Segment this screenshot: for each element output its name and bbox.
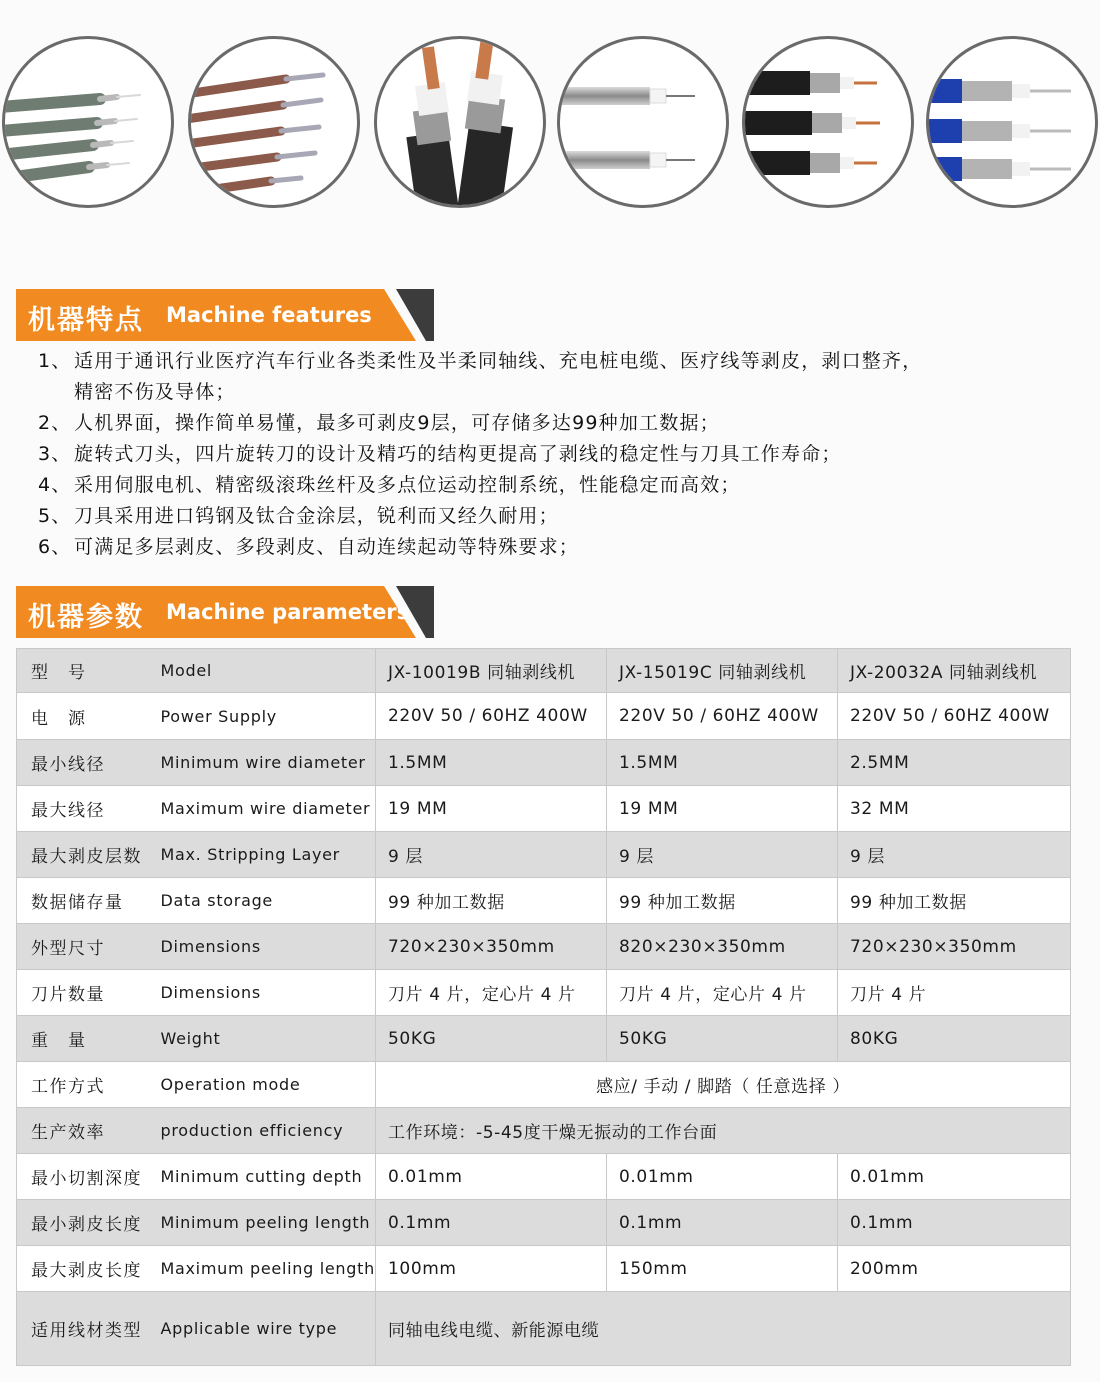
cell: 50KG	[376, 1016, 607, 1062]
feature-item: 6、 可满足多层剥皮、多段剥皮、自动连续起动等特殊要求；	[38, 536, 580, 558]
cell: 220V 50 / 60HZ 400W	[376, 693, 607, 740]
cell: 刀片 4 片，定心片 4 片	[607, 970, 838, 1016]
cell: 220V 50 / 60HZ 400W	[838, 693, 1071, 740]
cell: 0.01mm	[607, 1154, 838, 1200]
cell: 刀片 4 片	[838, 970, 1071, 1016]
table-row	[17, 693, 1071, 740]
cell: 1.5MM	[376, 740, 607, 786]
row-label-zh: 电 源	[17, 693, 157, 740]
row-label-zh: 外型尺寸	[17, 924, 157, 970]
row-label-en: Maximum wire diameter	[157, 786, 376, 832]
row-label-en: Applicable wire type	[157, 1292, 376, 1366]
cell: 99 种加工数据	[607, 878, 838, 924]
parameters-header	[16, 586, 436, 638]
row-label-en: Maximum peeling length	[157, 1246, 376, 1292]
cell: 0.1mm	[376, 1200, 607, 1246]
parameters-title-zh: 机器参数	[28, 602, 144, 633]
table-row	[17, 1154, 1071, 1200]
table-row	[17, 1016, 1071, 1062]
row-label-en: Max. Stripping Layer	[157, 832, 376, 878]
gallery-photo-brown-coax	[188, 36, 360, 208]
row-label-en: Model	[157, 649, 376, 693]
cell: 0.01mm	[838, 1154, 1071, 1200]
cell: 150mm	[607, 1246, 838, 1292]
cell: 32 MM	[838, 786, 1071, 832]
table-row	[17, 1292, 1071, 1366]
row-label-zh: 生产效率	[17, 1108, 157, 1154]
feature-item: 4、 采用伺服电机、精密级滚珠丝杆及多点位运动控制系统，性能稳定而高效；	[38, 474, 741, 496]
cell: 0.1mm	[607, 1200, 838, 1246]
row-label-zh: 最大剥皮层数	[17, 832, 157, 878]
row-label-zh: 最小切割深度	[17, 1154, 157, 1200]
row-label-en: Dimensions	[157, 924, 376, 970]
row-label-zh: 最大线径	[17, 786, 157, 832]
row-label-zh: 最小线径	[17, 740, 157, 786]
row-label-zh: 重 量	[17, 1016, 157, 1062]
table-row	[17, 1062, 1071, 1108]
row-label-en: Minimum peeling length	[157, 1200, 376, 1246]
table-row	[17, 1200, 1071, 1246]
cell: 99 种加工数据	[838, 878, 1071, 924]
parameters-table	[16, 648, 1071, 1366]
table-row	[17, 1246, 1071, 1292]
feature-item: 2、 人机界面，操作简单易懂，最多可剥皮9层，可存储多达99种加工数据；	[38, 412, 720, 434]
cell: 19 MM	[376, 786, 607, 832]
row-label-en: Power Supply	[157, 693, 376, 740]
cell: 820×230×350mm	[607, 924, 838, 970]
row-label-en: Minimum cutting depth	[157, 1154, 376, 1200]
cell: 50KG	[607, 1016, 838, 1062]
parameters-title-en: Machine parameters	[166, 600, 410, 624]
cell: 刀片 4 片，定心片 4 片	[376, 970, 607, 1016]
cell: 0.1mm	[838, 1200, 1071, 1246]
features-title-zh: 机器特点	[28, 305, 144, 336]
table-row	[17, 924, 1071, 970]
cell: JX-20032A 同轴剥线机	[838, 649, 1071, 693]
merged-cell: 感应/ 手动 / 脚踏（ 任意选择 ）	[376, 1062, 1071, 1108]
row-label-zh: 刀片数量	[17, 970, 157, 1016]
row-label-zh: 数据储存量	[17, 878, 157, 924]
cell: 720×230×350mm	[838, 924, 1071, 970]
gallery-photo-grey-coax	[2, 36, 174, 208]
gallery-photo-black-coax-closeup	[374, 36, 546, 208]
row-label-en: Operation mode	[157, 1062, 376, 1108]
table-row	[17, 832, 1071, 878]
cell: 99 种加工数据	[376, 878, 607, 924]
cell: 0.01mm	[376, 1154, 607, 1200]
table-row	[17, 649, 1071, 693]
cell: 9 层	[376, 832, 607, 878]
features-header	[16, 289, 436, 341]
features-title-en: Machine features	[166, 303, 372, 327]
row-label-zh: 最大剥皮长度	[17, 1246, 157, 1292]
row-label-en: Data storage	[157, 878, 376, 924]
features-list	[38, 346, 1078, 563]
cell: 100mm	[376, 1246, 607, 1292]
cell: 9 层	[838, 832, 1071, 878]
row-label-zh: 适用线材类型	[17, 1292, 157, 1366]
row-label-zh: 工作方式	[17, 1062, 157, 1108]
row-label-zh: 型 号	[17, 649, 157, 693]
row-label-zh: 最小剥皮长度	[17, 1200, 157, 1246]
cell: 9 层	[607, 832, 838, 878]
gallery-photo-black-braided-coax	[742, 36, 914, 208]
cell: 1.5MM	[607, 740, 838, 786]
row-label-en: production efficiency	[157, 1108, 376, 1154]
table-row	[17, 878, 1071, 924]
cell: 220V 50 / 60HZ 400W	[607, 693, 838, 740]
feature-item: 3、 旋转式刀头，四片旋转刀的设计及精巧的结构更提高了剥线的稳定性与刀具工作寿命；	[38, 443, 842, 465]
cell: 2.5MM	[838, 740, 1071, 786]
row-label-en: Minimum wire diameter	[157, 740, 376, 786]
cell: 80KG	[838, 1016, 1071, 1062]
row-label-en: Weight	[157, 1016, 376, 1062]
table-row	[17, 1108, 1071, 1154]
merged-cell: 工作环境：-5-45度干燥无振动的工作台面	[376, 1108, 1071, 1154]
cell: JX-15019C 同轴剥线机	[607, 649, 838, 693]
table-row	[17, 786, 1071, 832]
feature-item: 5、 刀具采用进口钨钢及钛合金涂层，锐利而又经久耐用；	[38, 505, 559, 527]
table-row	[17, 970, 1071, 1016]
row-label-en: Dimensions	[157, 970, 376, 1016]
gallery-photo-blue-braided-coax	[926, 36, 1098, 208]
cell: 720×230×350mm	[376, 924, 607, 970]
cell: 19 MM	[607, 786, 838, 832]
product-gallery	[0, 0, 1100, 240]
feature-item-continuation: 精密不伤及导体；	[74, 381, 236, 403]
gallery-photo-white-insulated	[557, 36, 729, 208]
table-row	[17, 740, 1071, 786]
merged-cell: 同轴电线电缆、新能源电缆	[376, 1292, 1071, 1366]
cell: JX-10019B 同轴剥线机	[376, 649, 607, 693]
cell: 200mm	[838, 1246, 1071, 1292]
feature-item: 1、 适用于通讯行业医疗汽车行业各类柔性及半柔同轴线、充电桩电缆、医疗线等剥皮，剥口整齐，	[38, 350, 923, 372]
